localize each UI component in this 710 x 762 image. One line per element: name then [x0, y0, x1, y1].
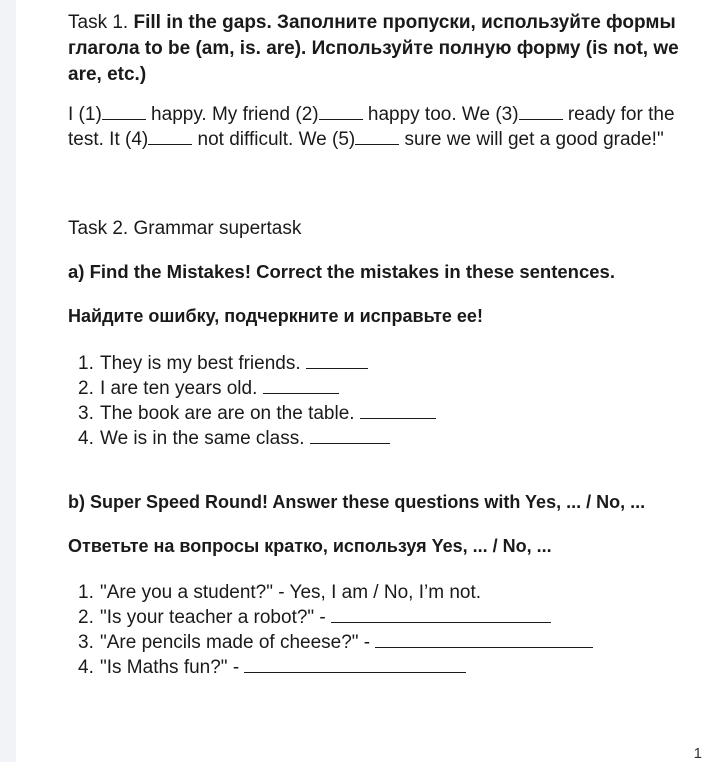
item-text: "Are pencils made of cheese?" -: [100, 632, 376, 653]
item-number: 1.: [78, 582, 94, 603]
answer-blank: [306, 367, 368, 369]
task1-paragraph: [68, 102, 698, 152]
answer-blank: [375, 646, 593, 648]
item-number: 4.: [78, 657, 94, 678]
item-text: "Is your teacher a robot?" -: [100, 607, 332, 628]
part-a-title: a) Find the Mistakes! Correct the mistakes in these sentences.: [68, 261, 615, 282]
page-margin-strip: [0, 0, 16, 762]
item-number: 3.: [78, 403, 94, 424]
task1-segment: I (1): [68, 104, 102, 125]
task1-title: [68, 10, 698, 88]
answer-blank: [244, 671, 466, 673]
list-item: [70, 401, 436, 426]
item-number: 1.: [78, 353, 94, 374]
list-item: [70, 351, 436, 376]
item-text: They is my best friends.: [100, 353, 306, 374]
gap-blank-3: [519, 118, 563, 120]
part-b-list: [70, 580, 593, 680]
answer-blank: [331, 621, 551, 623]
item-text: We is in the same class.: [100, 428, 310, 449]
list-item: [70, 605, 593, 630]
answer-blank: [263, 392, 339, 394]
gap-blank-4: [148, 143, 192, 145]
list-item: [70, 655, 593, 680]
task1-segment: not difficult. We (5): [192, 129, 356, 150]
task1-label: Task 1.: [68, 12, 134, 33]
item-number: 3.: [78, 632, 94, 653]
gap-blank-2: [319, 118, 363, 120]
gap-blank-5: [355, 143, 399, 145]
task1-instructions: Fill in the gaps. Заполните пропуски, используйте формы глагола to be (am, is. are). Используйте полную форму (is not, we are, etc.): [68, 12, 679, 85]
list-item: [70, 376, 436, 401]
list-item: [70, 580, 593, 605]
gap-blank-1: [102, 118, 146, 120]
answer-blank: [360, 417, 436, 419]
task1-segment: sure we will get a good grade!": [399, 129, 664, 150]
page-number: 1: [693, 745, 702, 762]
item-number: 2.: [78, 378, 94, 399]
item-text: "Is Maths fun?" -: [100, 657, 245, 678]
answer-blank: [310, 442, 390, 444]
part-a-subtitle: Найдите ошибку, подчеркните и исправьте ее!: [68, 306, 483, 326]
item-text: "Are you a student?" - Yes, I am / No, I’m not.: [100, 582, 482, 603]
list-item: [70, 426, 436, 451]
item-text: The book are are on the table.: [100, 403, 360, 424]
task1-segment: happy too. We (3): [362, 104, 519, 125]
part-b-subtitle: Ответьте на вопросы кратко, используя Yes, ... / No, ...: [68, 536, 552, 556]
task1-segment: happy. My friend (2): [145, 104, 319, 125]
item-text: I are ten years old.: [100, 378, 263, 399]
list-item: [70, 630, 593, 655]
worksheet-page: [68, 10, 698, 152]
part-a-list: [70, 351, 436, 451]
part-b-title: b) Super Speed Round! Answer these questions with Yes, ... / No, ...: [68, 492, 646, 512]
task2-title: Task 2. Grammar supertask: [68, 218, 302, 239]
item-number: 2.: [78, 607, 94, 628]
item-number: 4.: [78, 428, 94, 449]
task1-segment: ready for the test. It (4): [68, 104, 675, 150]
